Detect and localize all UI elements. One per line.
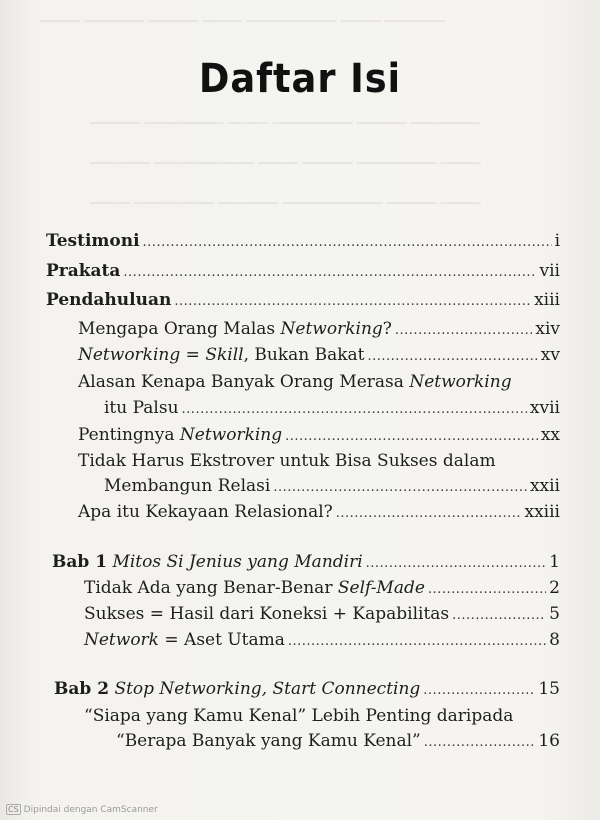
toc-entry-ekstrover [78, 450, 560, 472]
toc-entry-continuation [104, 475, 560, 499]
toc-entry-label [84, 577, 425, 599]
bleed-through: ▁▁▁▁▁ ▁▁▁▁▁▁▁▁ ▁▁▁▁ ▁▁▁▁▁▁▁▁ ▁▁▁▁▁ ▁▁▁▁▁▁▁ [90, 110, 481, 125]
toc-entry-alasan [78, 371, 560, 393]
label-text: Mengapa Orang Malas [78, 319, 281, 339]
toc-entry-label [54, 678, 420, 700]
page-number: 16 [538, 731, 560, 751]
label-text: Testimoni [46, 231, 140, 251]
toc-entry-bab1 [52, 551, 560, 575]
continuation-text: “Berapa Banyak yang Kamu Kenal” [116, 731, 421, 751]
dot-leader [285, 426, 538, 448]
chapter-number: Bab 1 [52, 552, 108, 572]
label-text: ? [382, 319, 392, 339]
toc-entry-label [78, 372, 512, 392]
page-number: vii [539, 261, 560, 281]
italic-term: Self-Made [337, 578, 425, 598]
toc-entry-continuation [116, 730, 560, 754]
label-text: Sukses = Hasil dari Koneksi + Kapabilitas [84, 604, 450, 624]
page-number: xxii [529, 476, 560, 496]
toc-entry-label [78, 318, 392, 340]
toc-entry-selfmade [84, 577, 560, 601]
page-number: 15 [538, 679, 560, 699]
page-number: xxiii [524, 502, 560, 522]
page-number: xiv [535, 319, 560, 339]
toc-entry-continuation [104, 397, 560, 421]
italic-term: Networking [78, 345, 181, 365]
page-number: xvii [529, 398, 560, 418]
toc-entry-label [84, 706, 513, 726]
toc-entry-label [46, 260, 120, 282]
page-number: 5 [549, 604, 560, 624]
page-title: Daftar Isi [198, 56, 402, 102]
page-number: xv [540, 345, 560, 365]
label-text: Pentingnya [78, 425, 180, 445]
toc-entry-label [78, 501, 333, 523]
continuation-text: itu Palsu [104, 398, 179, 418]
label-text: “Siapa yang Kamu Kenal” Lebih Penting daripada [84, 706, 514, 726]
dot-leader [366, 553, 547, 575]
toc-entry-mengapa [78, 318, 560, 342]
page-number: i [554, 231, 560, 251]
toc-entry-label [46, 289, 171, 311]
toc-entry-pendahuluan [46, 289, 560, 313]
dot-leader [368, 346, 538, 368]
toc-entry-label [78, 451, 496, 471]
camscanner-logo-icon: CS [8, 805, 19, 814]
label-text: , Bukan Bakat [243, 345, 365, 365]
bleed-through: ▁▁▁▁ ▁▁▁▁▁▁▁▁ ▁▁▁▁▁▁ ▁▁▁▁▁▁▁▁▁▁ ▁▁▁▁▁ ▁▁▁▁ [90, 190, 481, 205]
dot-leader [182, 399, 527, 421]
toc-entry-bab2 [54, 678, 560, 702]
toc-entry-skill [78, 344, 560, 368]
italic-term: Mitos Si Jenius yang Mandiri [112, 552, 363, 572]
toc-entry-prakata [46, 260, 560, 284]
bleed-through: ▁▁▁▁ ▁▁▁▁▁▁ ▁▁▁▁▁ ▁▁▁▁ ▁▁▁▁▁▁▁▁▁ ▁▁▁▁ ▁▁▁▁▁▁ [40, 8, 445, 23]
label-text: Prakata [46, 261, 121, 281]
dot-leader [273, 477, 527, 499]
dot-leader [288, 631, 546, 653]
dot-leader [143, 232, 552, 254]
italic-term: Skill [205, 345, 244, 365]
toc-entry-label [84, 629, 285, 651]
scanner-text: Dipindai dengan CamScanner [23, 805, 158, 815]
toc-entry-label [46, 230, 140, 252]
italic-term: Network [84, 630, 159, 650]
dot-leader [423, 680, 535, 702]
label-text: Pendahuluan [46, 290, 172, 310]
toc-entry-siapa [84, 705, 560, 727]
dot-leader [395, 320, 532, 342]
label-text: Tidak Harus Ekstrover untuk Bisa Sukses dalam [78, 451, 496, 471]
dot-leader [452, 605, 546, 627]
chapter-number: Bab 2 [54, 679, 110, 699]
label-text: Tidak Ada yang Benar-Benar [84, 578, 338, 598]
italic-term: Networking [409, 372, 512, 392]
dot-leader [428, 579, 546, 601]
italic-term: Stop Networking, Start Connecting [114, 679, 421, 699]
dot-leader [424, 732, 536, 754]
italic-term: Networking [280, 319, 383, 339]
page-number: 1 [549, 552, 560, 572]
page-number: xx [540, 425, 560, 445]
page-number: xiii [534, 290, 560, 310]
toc-entry-label [78, 344, 365, 366]
dot-leader [123, 262, 536, 284]
scanner-watermark [6, 804, 158, 815]
label-text: = [180, 345, 206, 365]
bleed-through: ▁▁▁▁▁▁ ▁▁▁▁▁▁▁▁▁▁ ▁▁▁▁ ▁▁▁▁▁ ▁▁▁▁▁▁▁▁ ▁▁▁▁ [90, 150, 481, 165]
toc-entry-label [84, 603, 449, 625]
dot-leader [174, 291, 531, 313]
continuation-text: Membangun Relasi [104, 476, 271, 496]
label-text: Alasan Kenapa Banyak Orang Merasa [78, 372, 410, 392]
label-text: Apa itu Kekayaan Relasional? [78, 502, 333, 522]
toc-entry-label [78, 424, 282, 446]
page-number: 2 [549, 578, 560, 598]
page-number: 8 [549, 630, 560, 650]
toc-entry-kekayaan [78, 501, 560, 525]
toc-entry-sukses [84, 603, 560, 627]
italic-term: Networking [179, 425, 283, 445]
toc-entry-label [52, 551, 363, 573]
label-text: = Aset Utama [158, 630, 285, 650]
toc-entry-testimoni [46, 230, 560, 254]
dot-leader [336, 503, 522, 525]
toc-entry-network [84, 629, 560, 653]
toc-entry-pentingnya [78, 424, 560, 448]
